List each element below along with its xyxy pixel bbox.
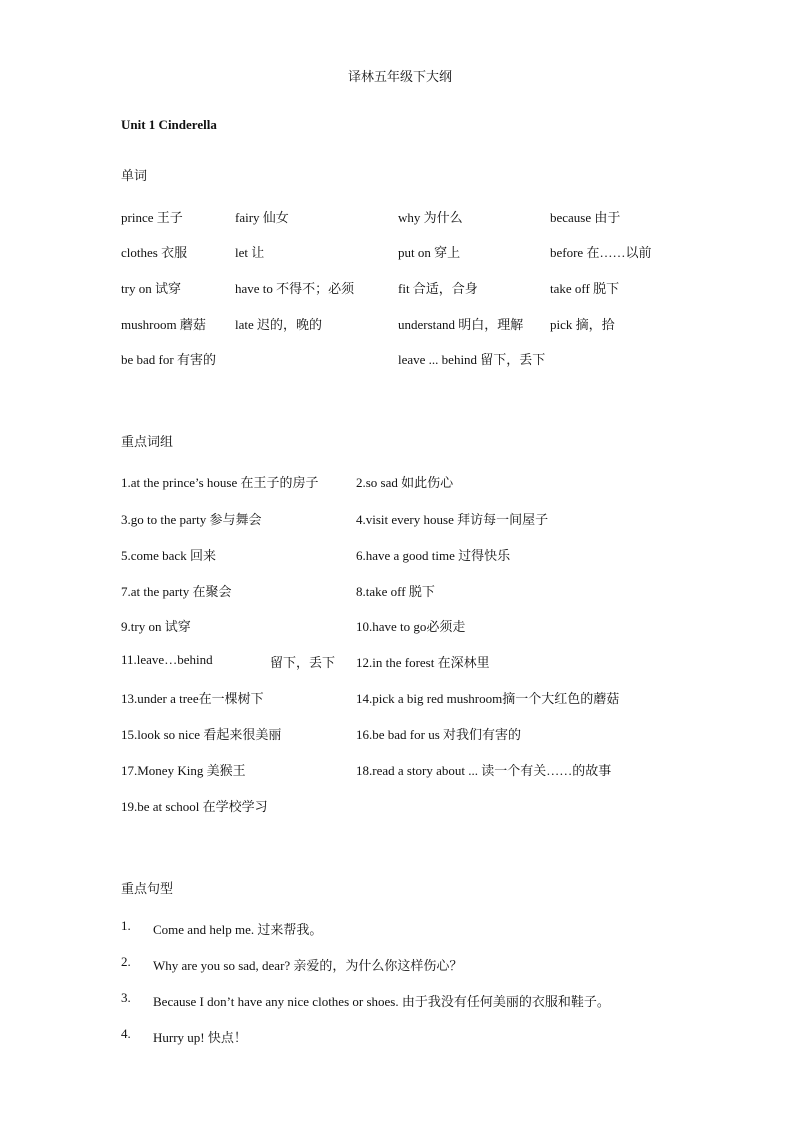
phrase-item: 3.go to the party 参与舞会: [121, 512, 262, 527]
vocab-cell: understand 明白，理解: [398, 317, 524, 332]
phrase-item: 9.try on 试穿: [121, 619, 191, 634]
page-title: 译林五年级下大纲: [347, 69, 452, 84]
phrase-item: 2.so sad 如此伤心: [356, 475, 454, 490]
unit-heading: Unit 1 Cinderella: [121, 117, 217, 132]
vocab-cell: take off 脱下: [550, 281, 620, 296]
sentences-heading: 重点句型: [121, 881, 174, 896]
phrase-item-meaning: 留下，丢下: [270, 655, 336, 670]
vocab-cell: be bad for 有害的: [121, 352, 216, 367]
phrase-item: 5.come back 回来: [121, 548, 216, 563]
sentence-number: 1.: [121, 918, 131, 933]
sentence-text: Why are you so sad, dear? 亲爱的，为什么你这样伤心？: [153, 958, 463, 973]
phrases-heading: 重点词组: [121, 434, 174, 449]
phrase-item: 8.take off 脱下: [356, 584, 435, 599]
sentence-text: Because I don’t have any nice clothes or shoes. 由于我没有任何美丽的衣服和鞋子。: [153, 994, 610, 1009]
vocab-cell: prince 王子: [121, 210, 183, 225]
phrase-item: 18.read a story about ... 读一个有关……的故事: [356, 763, 612, 778]
phrase-item: 19.be at school 在学校学习: [121, 799, 268, 814]
phrase-item: 7.at the party 在聚会: [121, 584, 232, 599]
phrase-item: 16.be bad for us 对我们有害的: [356, 727, 522, 742]
vocab-cell: late 迟的，晚的: [235, 317, 323, 332]
phrase-item: 14.pick a big red mushroom摘一个大红色的蘑菇: [356, 691, 620, 706]
phrase-item: 15.look so nice 看起来很美丽: [121, 727, 282, 742]
sentence-number: 3.: [121, 990, 131, 1005]
vocab-cell: pick 摘，拾: [550, 317, 615, 332]
vocab-cell: before 在……以前: [550, 245, 652, 260]
vocab-cell: clothes 衣服: [121, 245, 188, 260]
sentence-text: Hurry up! 快点！: [153, 1030, 247, 1045]
phrase-item: 4.visit every house 拜访每一间屋子: [356, 512, 549, 527]
vocab-cell: try on 试穿: [121, 281, 181, 296]
vocab-cell: fit 合适，合身: [398, 281, 478, 296]
phrase-item: 11.leave…behind: [121, 652, 213, 667]
sentence-number: 4.: [121, 1026, 131, 1041]
vocab-cell: mushroom 蘑菇: [121, 317, 206, 332]
vocab-cell: have to 不得不；必须: [235, 281, 355, 296]
vocab-cell: put on 穿上: [398, 245, 461, 260]
phrase-item: 17.Money King 美猴王: [121, 763, 246, 778]
vocab-cell: leave ... behind 留下，丢下: [398, 352, 546, 367]
phrase-item: 12.in the forest 在深林里: [356, 655, 490, 670]
phrase-item: 1.at the prince’s house 在王子的房子: [121, 475, 319, 490]
vocab-cell: fairy 仙女: [235, 210, 289, 225]
vocab-cell: because 由于: [550, 210, 621, 225]
vocab-cell: why 为什么: [398, 210, 463, 225]
vocab-cell: let 让: [235, 245, 265, 260]
phrase-item: 13.under a tree在一棵树下: [121, 691, 264, 706]
vocab-heading: 单词: [121, 168, 148, 183]
sentence-text: Come and help me. 过来帮我。: [153, 922, 323, 937]
phrase-item: 6.have a good time 过得快乐: [356, 548, 511, 563]
phrase-item: 10.have to go必须走: [356, 619, 466, 634]
sentence-number: 2.: [121, 954, 131, 969]
